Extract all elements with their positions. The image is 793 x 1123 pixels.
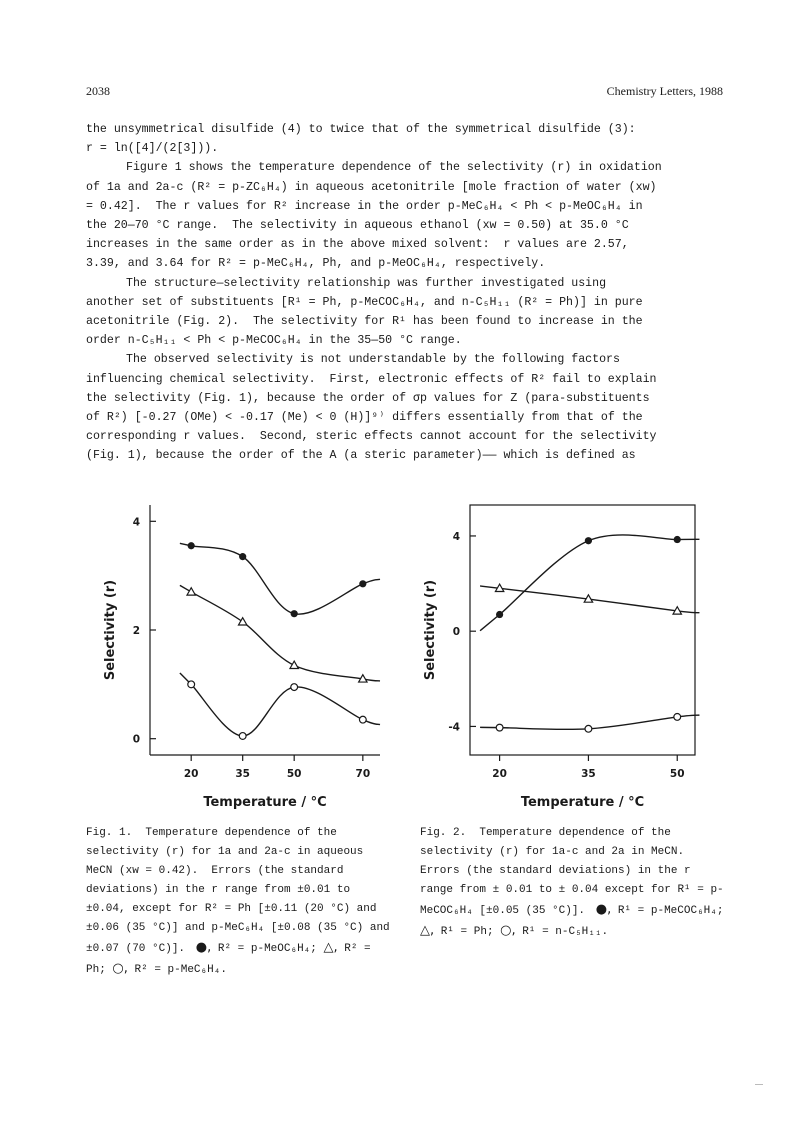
data-point-filled-circle — [359, 580, 366, 587]
y-tick-label: 4 — [132, 516, 140, 529]
body-line: The observed selectivity is not understandable by the following factors — [126, 353, 620, 367]
figure-1-legend-triangle: R² = Ph; — [86, 943, 378, 976]
body-line: the selectivity (Fig. 1), because the order of σp values for Z (para-substituents — [86, 391, 650, 405]
body-line: of 1a and 2a-c (R² = p-ZC₆H₄) in aqueous acetonitrile [mole fraction of water (xw) — [86, 180, 657, 194]
figure-2-caption — [420, 824, 730, 942]
x-tick-label: 35 — [235, 768, 250, 780]
x-tick-label: 50 — [669, 768, 685, 780]
data-point-open-circle — [674, 714, 681, 721]
x-tick-label: 20 — [183, 768, 199, 780]
figure-2-legend-open: R¹ = n-C₅H₁₁. — [522, 926, 609, 938]
open-circle-icon: ○, — [500, 923, 516, 938]
y-tick-label: 2 — [132, 625, 140, 637]
data-point-open-circle — [291, 684, 298, 691]
open-triangle-icon: △, — [420, 923, 435, 938]
body-line: the 20—70 °C range. The selectivity in aqueous ethanol (xw = 0.50) at 35.0 °C — [86, 219, 629, 233]
open-triangle-icon: △, — [323, 940, 338, 955]
data-point-open-circle — [585, 725, 592, 732]
figure-2-legend-filled: R¹ = p-MeCOC₆H₄; — [617, 905, 724, 917]
figure-2-caption-lead: Fig. 2. Temperature dependence of the selectivity (r) for 1a-c and 2a in MeCN. Errors (the standard deviations) in the r range from ± 0.01 to ± 0.04 except for R¹ = p-MeCOC₆H₄ [±0.05 (35 °C)]. — [420, 827, 724, 917]
figure-1-chart — [103, 495, 400, 815]
y-tick-label: -4 — [448, 721, 460, 734]
series-curve-filled-circle — [180, 543, 380, 614]
data-point-filled-circle — [585, 537, 592, 544]
open-circle-icon: ○, — [112, 961, 128, 976]
body-line: order n-C₅H₁₁ < Ph < p-MeCOC₆H₄ in the 35—50 °C range. — [86, 334, 462, 348]
filled-circle-icon: ●, — [591, 902, 612, 917]
x-tick-label: 70 — [355, 768, 371, 780]
data-point-open-circle — [239, 733, 246, 740]
body-line: r = ln([4]/(2[3])). — [86, 142, 219, 156]
series-curve-open-circle — [180, 673, 380, 736]
y-tick-label: 0 — [132, 733, 140, 746]
page-corner-mark — [755, 1084, 763, 1085]
body-line: (Fig. 1), because the order of the A (a steric parameter)—— which is defined as — [86, 449, 636, 463]
body-line: the unsymmetrical disulfide (4) to twice that of the symmetrical disulfide (3): — [86, 123, 636, 136]
data-point-open-triangle — [290, 661, 298, 668]
page-number: 2038 — [86, 84, 110, 98]
figure-2-chart — [410, 495, 700, 815]
body-line: corresponding r values. Second, steric effects cannot account for the selectivity — [86, 430, 657, 444]
figure-1-caption — [86, 824, 396, 980]
figure-1-legend-open: R² = p-MeC₆H₄. — [134, 964, 227, 976]
plot-frame — [470, 505, 695, 755]
figure-2 — [410, 495, 700, 820]
y-axis-title: Selectivity (r) — [103, 579, 118, 681]
body-line: another set of substituents [R¹ = Ph, p-MeCOC₆H₄, and n-C₅H₁₁ (R² = Ph)] in pure — [86, 295, 643, 309]
filled-circle-icon: ●, — [191, 940, 212, 955]
y-tick-label: 4 — [452, 530, 460, 543]
data-point-filled-circle — [496, 611, 503, 618]
series-curve-open-triangle — [180, 585, 380, 681]
x-axis-title: Temperature / °C — [520, 795, 645, 810]
data-point-filled-circle — [188, 542, 195, 549]
x-tick-label: 20 — [492, 768, 507, 780]
figure-1-caption-lead: Fig. 1. Temperature dependence of the selectivity (r) for 1a and 2a-c in aqueous MeCN (xw = 0.42). Errors (the standard deviations) in the r range from ±0.01 to ±0.04, except for R² = Ph [±0.11 (20 °C) and ±0.06 (35 °C)] and p-MeC₆H₄ [±0.08 (35 °C) and ±0.07 (70 °C)]. — [86, 827, 397, 955]
journal-name: Chemistry Letters, 1988 — [606, 84, 723, 98]
body-line: Figure 1 shows the temperature dependence of the selectivity (r) in oxidation — [126, 161, 662, 175]
series-curve-filled-circle — [480, 535, 699, 631]
x-tick-label: 35 — [581, 768, 596, 780]
body-line: = 0.42]. The r values for R² increase in the order p-MeC₆H₄ < Ph < p-MeOC₆H₄ in — [86, 199, 643, 213]
data-point-filled-circle — [674, 536, 681, 543]
data-point-filled-circle — [291, 610, 298, 617]
figure-1 — [103, 495, 400, 820]
data-point-open-triangle — [238, 618, 246, 625]
body-line: The structure—selectivity relationship was further investigated using — [126, 276, 607, 290]
chart-1 — [103, 505, 380, 810]
body-line: acetonitrile (Fig. 2). The selectivity for R¹ has been found to increase in the — [86, 315, 643, 329]
data-point-open-circle — [359, 716, 366, 723]
figure-2-legend-triangle: R¹ = Ph; — [440, 926, 494, 938]
body-line: influencing chemical selectivity. First, electronic effects of R² fail to explain — [86, 372, 657, 386]
x-tick-label: 50 — [286, 768, 302, 780]
body-line: of R²) [-0.27 (OMe) < -0.17 (Me) < 0 (H)]⁹⁾ differs essentially from that of the — [86, 411, 643, 425]
body-text — [86, 120, 716, 466]
data-point-filled-circle — [239, 553, 246, 560]
x-axis-title: Temperature / °C — [203, 795, 327, 810]
figure-1-legend-filled: R² = p-MeOC₆H₄; — [217, 943, 317, 955]
data-point-open-circle — [496, 724, 503, 731]
data-point-open-circle — [188, 681, 195, 688]
chart-2 — [423, 505, 699, 810]
data-point-open-triangle — [187, 588, 195, 595]
y-tick-label: 0 — [452, 626, 460, 639]
y-axis-title: Selectivity (r) — [423, 579, 438, 681]
body-line: increases in the same order as in the above mixed solvent: r values are 2.57, — [86, 238, 629, 252]
body-line: 3.39, and 3.64 for R² = p-MeC₆H₄, Ph, and p-MeOC₆H₄, respectively. — [86, 257, 546, 271]
